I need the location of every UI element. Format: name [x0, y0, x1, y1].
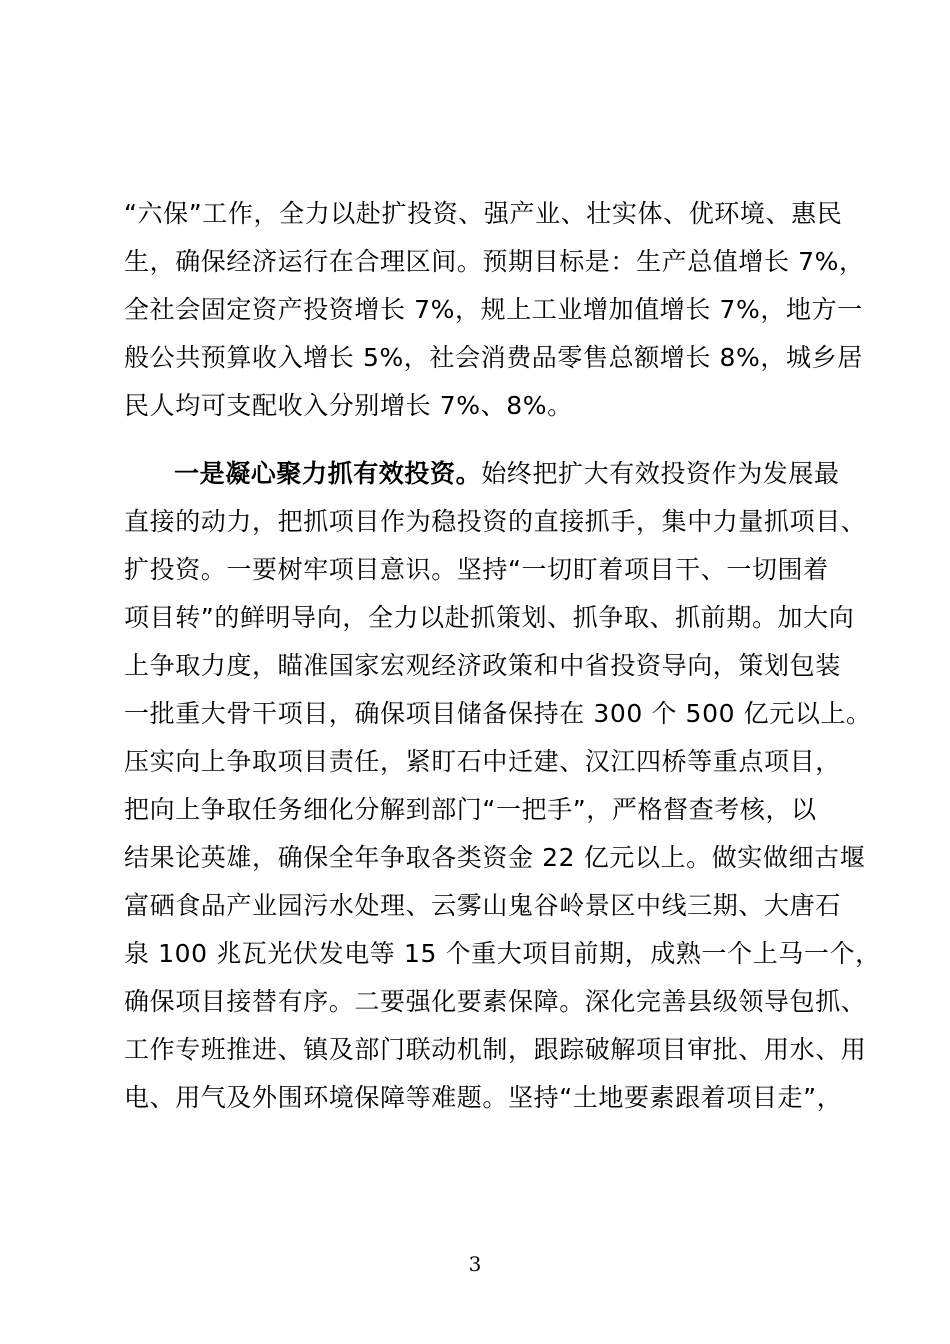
- paragraph2-line-2: 直接的动力，把抓项目作为稳投资的直接抓手，集中力量抓项目、: [124, 507, 867, 536]
- paragraph2-line-13: 工作专班推进、镇及部门联动机制，跟踪破解项目审批、用水、用: [124, 1035, 867, 1064]
- paragraph1-line-1: “六保”工作，全力以赴扩投资、强产业、壮实体、优环境、惠民: [124, 199, 843, 228]
- paragraph1-line-5: 民人均可支配收入分别增长 7%、8%。: [124, 391, 573, 420]
- paragraph1-line-4: 般公共预算收入增长 5%，社会消费品零售总额增长 8%，城乡居: [124, 343, 863, 372]
- paragraph2-line-9: 结果论英雄，确保全年争取各类资金 22 亿元以上。做实做细古堰: [124, 843, 866, 872]
- paragraph2-line-10: 富硒食品产业园污水处理、云雾山鬼谷岭景区中线三期、大唐石: [124, 891, 841, 920]
- paragraph2-line-6: 一批重大骨干项目，确保项目储备保持在 300 个 500 亿元以上。: [124, 699, 872, 728]
- paragraph2-line-1: [174, 458, 840, 490]
- paragraph2-line-3: 扩投资。一要树牢项目意识。坚持“一切盯着项目干、一切围着: [124, 555, 829, 584]
- paragraph2-line-1-text: 始终把扩大有效投资作为发展最: [481, 459, 840, 488]
- page-number: 3: [468, 1252, 482, 1276]
- paragraph1-line-3: 全社会固定资产投资增长 7%，规上工业增加值增长 7%，地方一: [124, 295, 863, 324]
- paragraph1-line-2: 生，确保经济运行在合理区间。预期目标是：生产总值增长 7%，: [124, 247, 865, 276]
- paragraph2-line-7: 压实向上争取项目责任，紧盯石中迁建、汉江四桥等重点项目，: [124, 747, 841, 776]
- paragraph2-line-12: 确保项目接替有序。二要强化要素保障。深化完善县级领导包抓、: [124, 987, 867, 1016]
- paragraph2-line-5: 上争取力度，瞄准国家宏观经济政策和中省投资导向，策划包装: [124, 651, 841, 680]
- paragraph2-line-8: 把向上争取任务细化分解到部门“一把手”，严格督查考核，以: [124, 795, 817, 824]
- section-heading: 一是凝心聚力抓有效投资。: [174, 459, 482, 488]
- paragraph2-line-14: 电、用气及外围环境保障等难题。坚持“土地要素跟着项目走”，: [124, 1083, 843, 1112]
- paragraph2-line-11: 泉 100 兆瓦光伏发电等 15 个重大项目前期，成熟一个上马一个，: [124, 939, 881, 968]
- paragraph2-line-4: 项目转”的鲜明导向，全力以赴抓策划、抓争取、抓前期。加大向: [124, 603, 855, 632]
